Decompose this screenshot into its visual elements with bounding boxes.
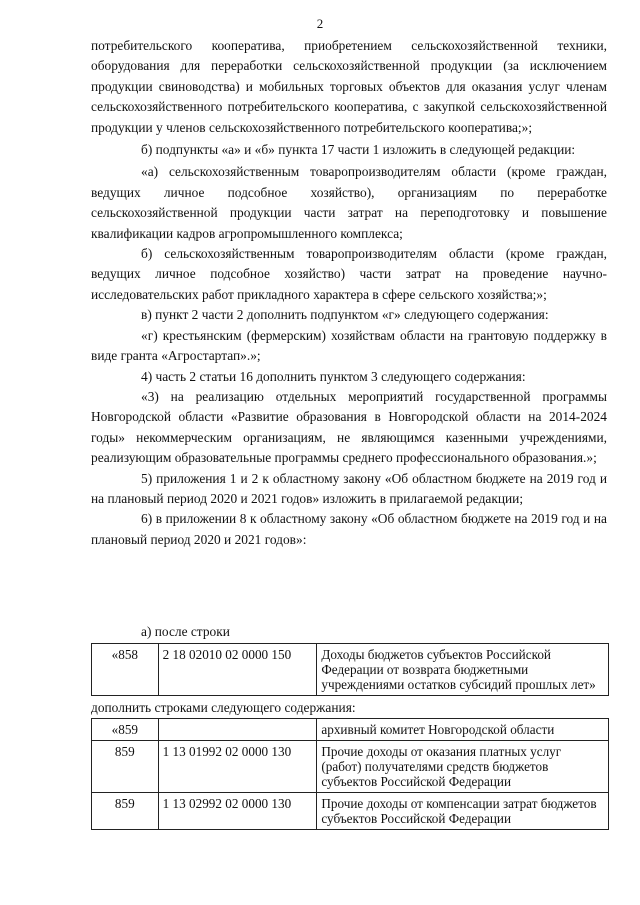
paragraph-5: в) пункт 2 части 2 дополнить подпунктом «г» следующего содержания: (141, 307, 549, 323)
page-number: 2 (316, 16, 324, 31)
budget-table-added (91, 718, 609, 830)
paragraph-7: 4) часть 2 статьи 16 дополнить пунктом 3 следующего содержания: (141, 368, 526, 384)
table-row (92, 741, 609, 793)
paragraph-2: б) подпункты «а» и «б» пункта 17 части 1 изложить в следующей редакции: (141, 142, 576, 158)
income-code-cell: 2 18 02010 02 0000 150 (158, 644, 317, 696)
body-text (91, 36, 607, 550)
paragraph-4: б) сельскохозяйственным товаропроизводителям области (кроме граждан, ведущих личное подсобное хозяйство) части затрат на проведение научно-исследовательских работ прикладного характера в сфере сельского хозяйства;»; (91, 246, 607, 302)
add-rows-label: дополнить строками следующего содержания: (91, 700, 356, 715)
income-code-cell (158, 719, 317, 741)
paragraph-3: «а) сельскохозяйственным товаропроизводителям области (кроме граждан, ведущих личное подсобное хозяйство), организациям по переработке сельскохозяйственной продукции части затрат на переподготовку и повышение квалификации кадров агропромышленного комплекса; (91, 164, 607, 241)
budget-table-existing (91, 643, 609, 696)
after-row-label: а) после строки (141, 624, 230, 639)
admin-code-cell: «858 (92, 644, 159, 696)
income-name-cell: Прочие доходы от компенсации затрат бюджетов субъектов Российской Федерации (317, 793, 609, 830)
paragraph-9: 5) приложения 1 и 2 к областному закону «Об областном бюджете на 2019 год и на плановый период 2020 и 2021 годов» изложить в прилагаемой редакции; (91, 470, 607, 506)
table-row (92, 644, 609, 696)
paragraph-8: «3) на реализацию отдельных мероприятий государственной программы Новгородской области «Развитие образования в Новгородской области на 2014-2024 годы» некоммерческим организациям, не являющимся казенными учреждениями, реализующим образовательные программы среднего профессионального образования.»; (91, 388, 607, 466)
paragraph-6: «г) крестьянским (фермерским) хозяйствам области на грантовую поддержку в виде гранта «Агростартап».»; (91, 327, 607, 364)
admin-code-cell: «859 (92, 719, 159, 741)
table-row (92, 719, 609, 741)
admin-code-cell: 859 (92, 793, 159, 830)
admin-code-cell: 859 (92, 741, 159, 793)
income-code-cell: 1 13 02992 02 0000 130 (158, 793, 317, 830)
income-code-cell: 1 13 01992 02 0000 130 (158, 741, 317, 793)
table-row (92, 793, 609, 830)
income-name-cell: архивный комитет Новгородской области (317, 719, 609, 741)
income-name-cell: Доходы бюджетов субъектов Российской Федерации от возврата бюджетными учреждениями остатков субсидий прошлых лет» (317, 644, 609, 696)
paragraph-10: 6) в приложении 8 к областному закону «Об областном бюджете на 2019 год и на плановый период 2020 и 2021 годов»: (91, 511, 607, 547)
paragraph-1: потребительского кооператива, приобретением сельскохозяйственной техники, оборудования для переработки сельскохозяйственной продукции (за исключением продукции свиноводства) и мобильных торговых объектов для оказания услуг членам сельскохозяйственного потребительского кооператива, с закупкой сельскохозяйственной продукции у членов сельскохозяйственного потребительского кооператива;»; (91, 38, 607, 135)
income-name-cell: Прочие доходы от оказания платных услуг (работ) получателями средств бюджетов субъектов Российской Федерации (317, 741, 609, 793)
